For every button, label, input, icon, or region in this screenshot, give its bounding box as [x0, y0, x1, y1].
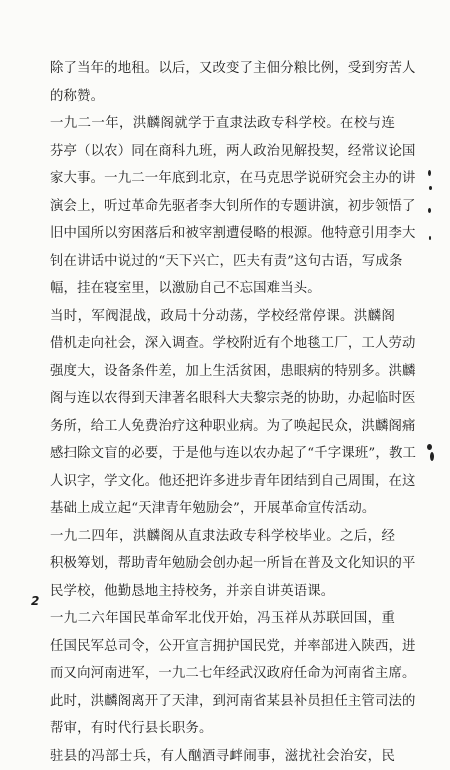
text-line: 家大事。一九二一年底到北京，在马克思学说研究会主办的讲 — [50, 165, 395, 193]
scan-speck — [428, 208, 431, 213]
scan-speck — [427, 444, 432, 450]
text-line: 而又向河南进军，一九二七年经武汉政府任命为河南省主席。 — [50, 660, 395, 688]
scan-speck — [428, 170, 431, 176]
text-line: 一九二六年国民革命军北伐开始，冯玉祥从苏联回国，重 — [50, 605, 395, 633]
text-line: 芬亭（以农）同在商科九班，两人政治见解投契，经常议论国 — [50, 138, 395, 166]
text-line: 民学校，他勤恳地主持校务，并亲自讲英语课。 — [50, 578, 395, 606]
text-line: 基础上成立起“天津青年勉励会”，开展革命宣传活动。 — [50, 495, 395, 523]
body-text — [50, 55, 395, 770]
text-line: 此时，洪麟阁离开了天津，到河南省某县补员担任主管司法的 — [50, 688, 395, 716]
text-line: 阁与连以农得到天津著名眼科大夫黎宗尧的协助，办起临时医 — [50, 385, 395, 413]
text-line: 强度大，设备条件差，加上生活贫困，患眼病的特别多。洪麟 — [50, 358, 395, 386]
text-line: 当时，军阀混战，政局十分动荡，学校经常停课。洪麟阁 — [50, 303, 395, 331]
scan-speck — [429, 236, 431, 240]
text-line: 的称赞。 — [50, 83, 395, 111]
scan-speck — [430, 452, 434, 461]
text-line: 驻县的冯部士兵，有人酗酒寻衅闹事，滋扰社会治安，民 — [50, 743, 395, 770]
page-number: 2 — [31, 594, 39, 608]
scan-speck — [429, 186, 432, 190]
text-line: 任国民军总司令，公开宣言拥护国民党，并率部进入陕西，进 — [50, 633, 395, 661]
text-line: 人识字，学文化。他还把许多进步青年团结到自己周围，在这 — [50, 468, 395, 496]
text-line: 感扫除文盲的必要，于是他与连以农办起了“千字课班”，教工 — [50, 440, 395, 468]
text-line: 一九二四年，洪麟阁从直隶法政专科学校毕业。之后，经 — [50, 523, 395, 551]
text-line: 幅，挂在寝室里，以激励自己不忘国难当头。 — [50, 275, 395, 303]
text-line: 借机走向社会，深入调查。学校附近有个地毯工厂，工人劳动 — [50, 330, 395, 358]
text-line: 积极筹划，帮助青年勉励会创办起一所旨在普及文化知识的平 — [50, 550, 395, 578]
text-line: 除了当年的地租。以后，又改变了主佃分粮比例，受到穷苦人 — [50, 55, 395, 83]
text-line: 钊在讲话中说过的“天下兴亡，匹夫有责”这句古语，写成条 — [50, 248, 395, 276]
text-line: 旧中国所以穷困落后和被宰割遭侵略的根源。他特意引用李大 — [50, 220, 395, 248]
text-line: 演会上，听过革命先驱者李大钊所作的专题讲演，初步领悟了 — [50, 193, 395, 221]
text-line: 务所，给工人免费治疗这种职业病。为了唤起民众，洪麟阁痛 — [50, 413, 395, 441]
text-line: 一九二一年，洪麟阁就学于直隶法政专科学校。在校与连 — [50, 110, 395, 138]
text-line: 帮审，有时代行县长职务。 — [50, 715, 395, 743]
